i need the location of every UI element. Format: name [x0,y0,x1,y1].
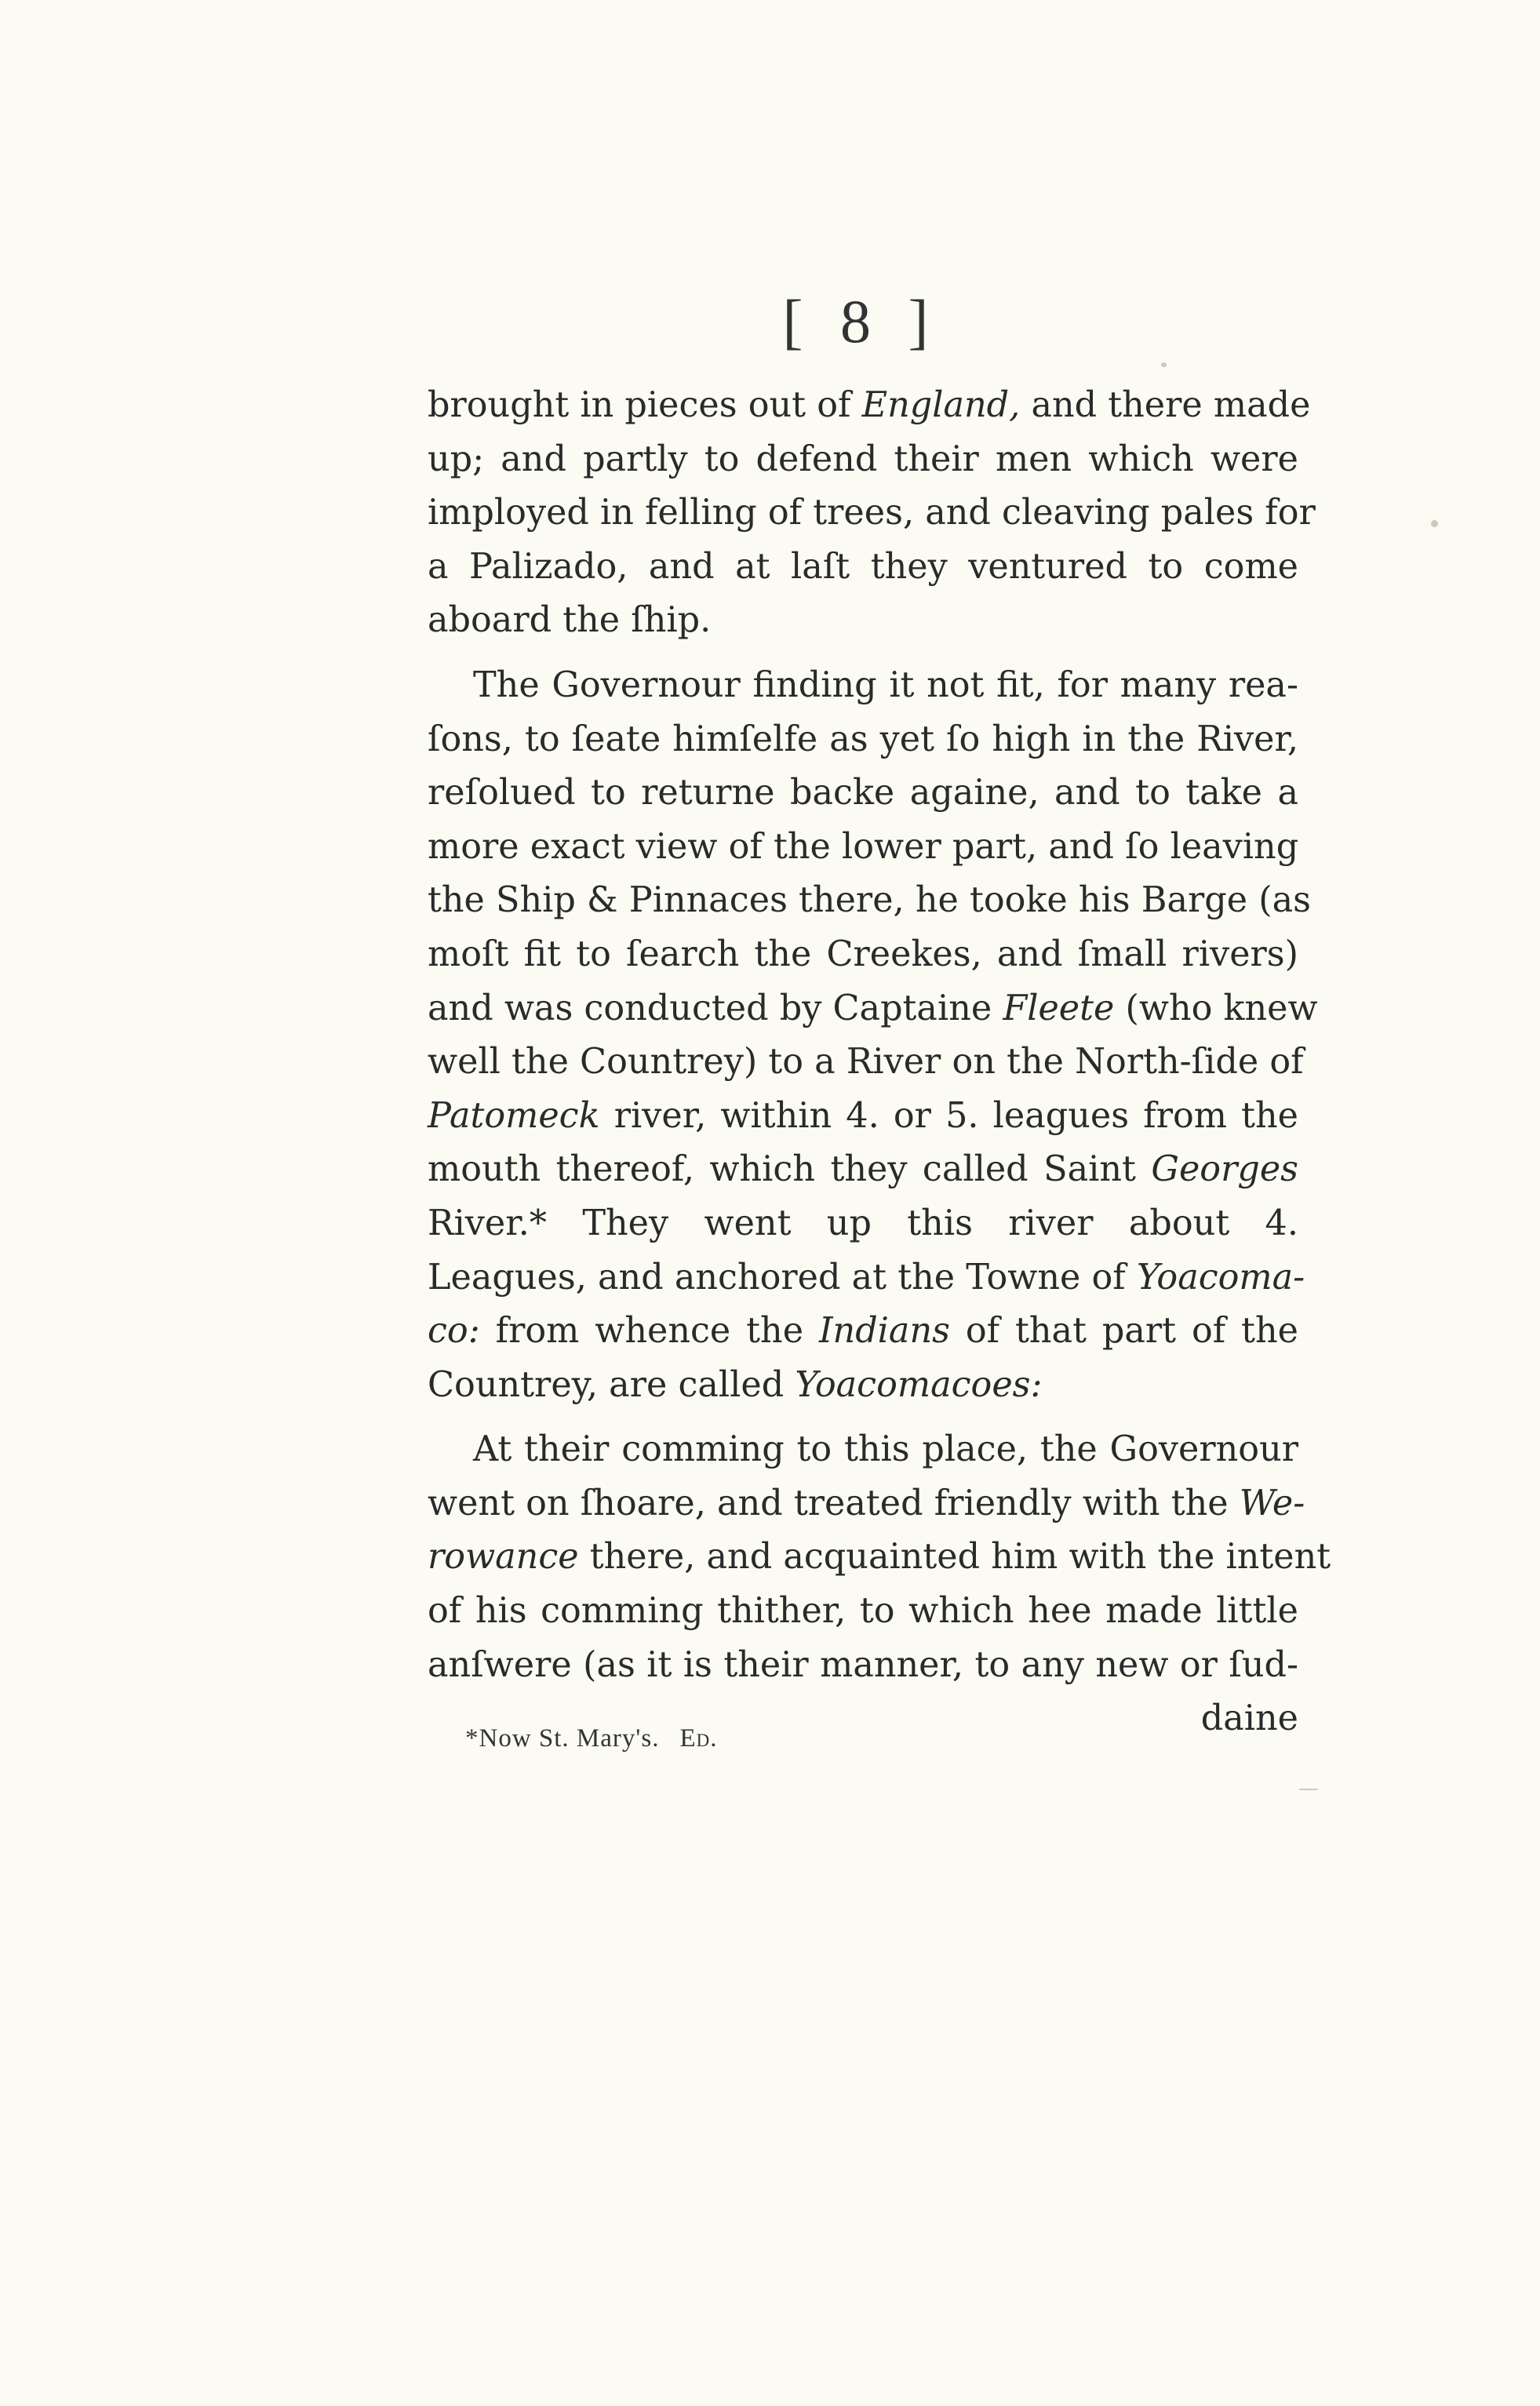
paper-speck [1431,520,1438,527]
text-line: a Palizado, and at laſt they ventured to come [428,546,1298,587]
text-line: co: from whence the Indians of that part of the [428,1311,1298,1352]
text-line: mouth thereof, which they called Saint Georges [428,1149,1298,1190]
text-line: anſwere (as it is their manner, to any new or ſud- [428,1644,1298,1685]
text-line: River.* They went up this river about 4. [428,1203,1298,1243]
text-line: Leagues, and anchored at the Towne of Yoacoma- [428,1257,1305,1298]
paper-speck [1161,362,1167,367]
text-line: ſons, to ſeate himſelfe as yet ſo high in the River, [428,719,1298,759]
text-line: well the Countrey) to a River on the North-ſide of [428,1042,1304,1083]
body-text [428,379,1331,1746]
text-line: rowance there, and acquainted him with the intent [428,1537,1331,1578]
paragraph-start-line: The Governour finding it not fit, for many rea- [473,664,1298,705]
text-line: aboard the ſhip. [428,600,712,641]
text-line: moſt fit to ſearch the Creekes, and ſmall rivers) [428,934,1298,974]
text-line: Patomeck river, within 4. or 5. leagues from the [428,1095,1298,1136]
text-line: reſolued to returne backe againe, and to take a [428,773,1298,814]
page-number: [ 8 ] [782,287,940,355]
footnote: *Now St. Mary's. Ed. [465,1724,718,1753]
text-line: went on ſhoare, and treated friendly with the We- [428,1483,1305,1523]
paper-speck [1299,1789,1318,1790]
text-line: and was conducted by Captaine Fleete (who knew [428,988,1318,1028]
text-line: Countrey, are called Yoacomacoes: [428,1364,1043,1405]
catchword: daine [1200,1698,1298,1739]
text-line: of his comming thither, to which hee made little [428,1591,1298,1632]
text-line: more exact view of the lower part, and ſo leaving [428,826,1299,867]
text-line: up; and partly to defend their men which were [428,439,1298,479]
text-line: brought in pieces out of England, and there made [428,385,1311,425]
paragraph-start-line: At their comming to this place, the Governour [473,1429,1298,1470]
text-line: imployed in felling of trees, and cleaving pales for [428,493,1316,533]
text-line: the Ship & Pinnaces there, he tooke his Barge (as [428,880,1311,921]
footnote-editor: Ed. [679,1724,718,1753]
